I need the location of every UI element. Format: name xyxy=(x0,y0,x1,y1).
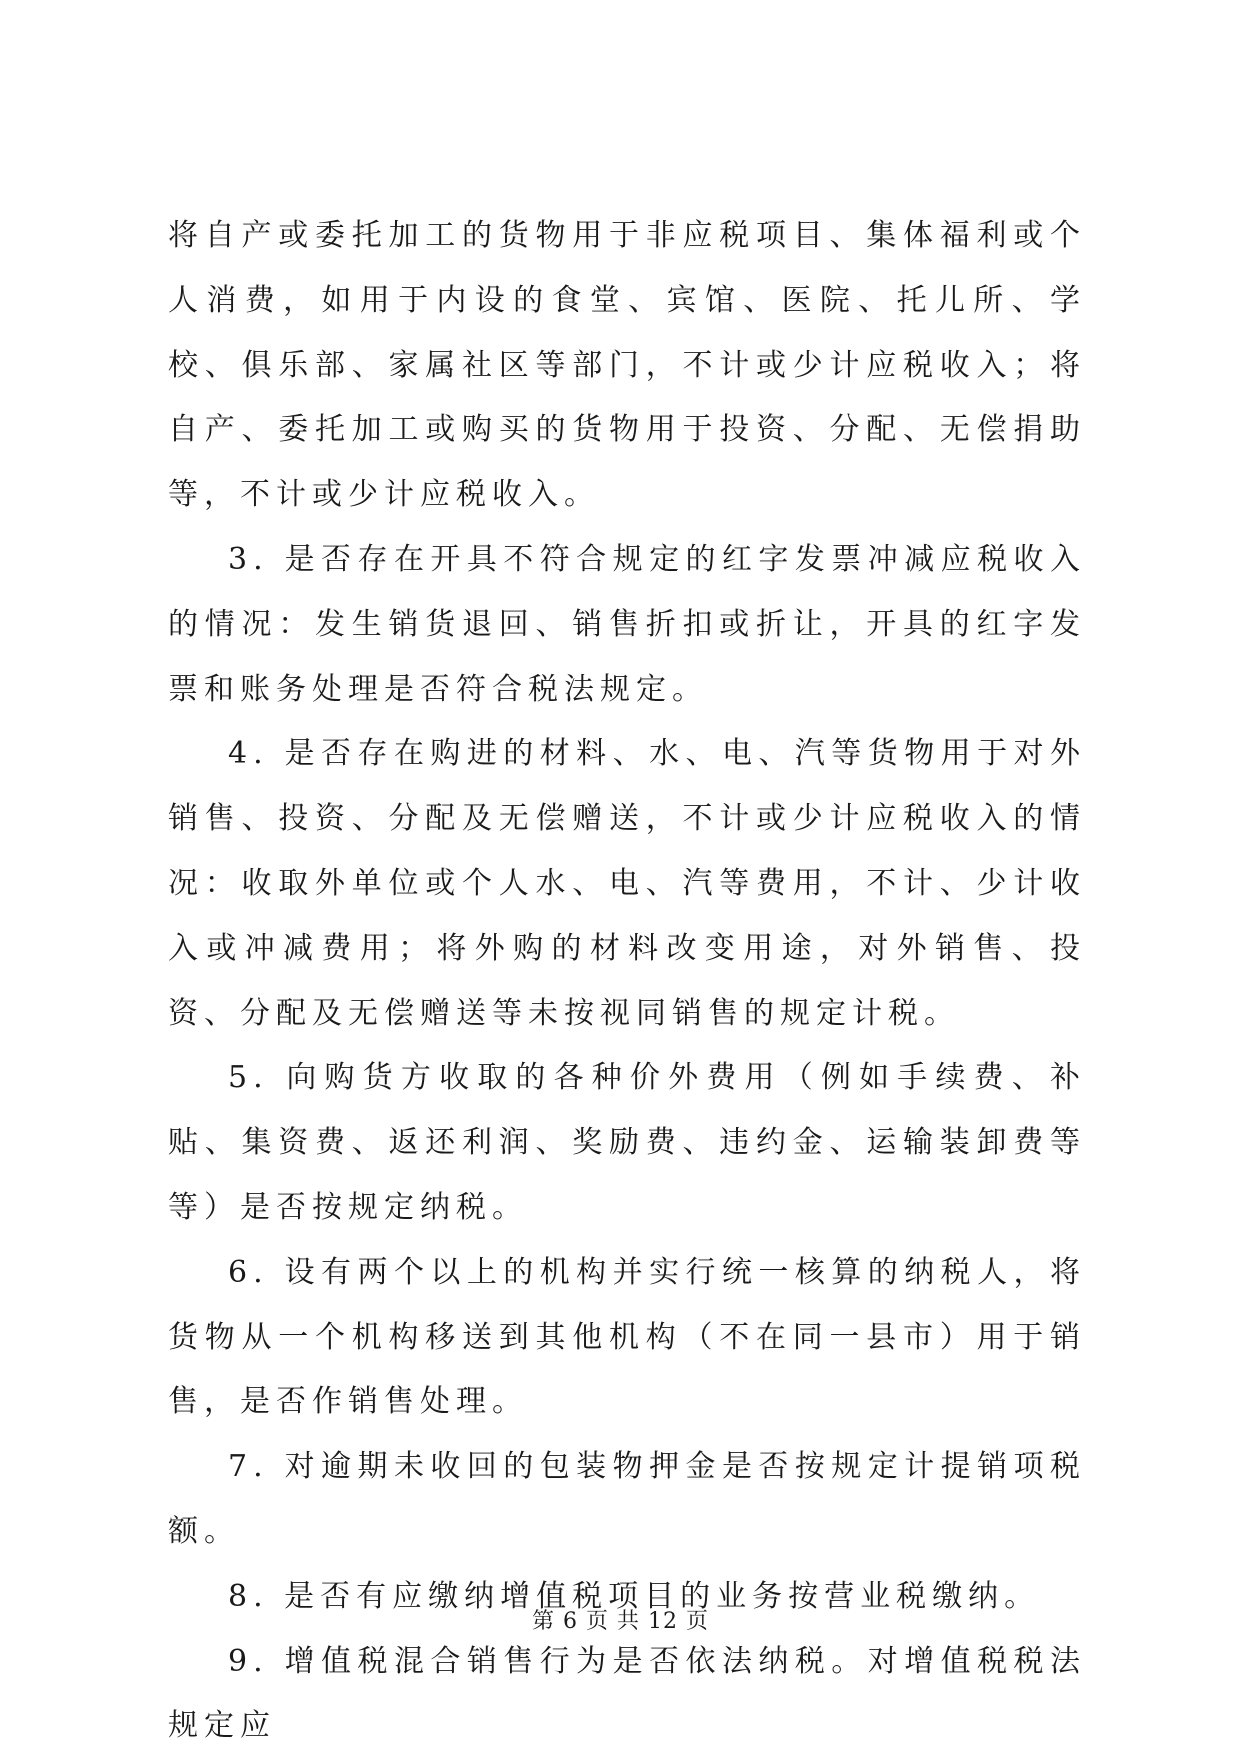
paragraph-item-8: 8. 是否有应缴纳增值税项目的业务按营业税缴纳。 xyxy=(228,1578,1041,1614)
paragraph-item-3: 3. 是否存在开具不符合规定的红字发票冲减应税收入的情况：发生销货退回、销售折扣或折让，开具的红字发票和账务处理是否符合税法规定。 xyxy=(168,541,1086,707)
paragraph-item-9: 9. 增值税混合销售行为是否依法纳税。对增值税税法规定应 xyxy=(168,1643,1086,1744)
paragraph-item-5: 5. 向购货方收取的各种价外费用（例如手续费、补贴、集资费、返还利润、奖励费、违约金、运输装卸费等等）是否按规定纳税。 xyxy=(168,1060,1086,1225)
page-number-footer: 第 6 页 共 12 页 xyxy=(532,1609,709,1634)
paragraph-item-7: 7. 对逾期未收回的包装物押金是否按规定计提销项税额。 xyxy=(168,1449,1086,1549)
paragraph-item-6: 6. 设有两个以上的机构并实行统一核算的纳税人，将货物从一个机构移送到其他机构（不在同一县市）用于销售，是否作销售处理。 xyxy=(168,1254,1086,1420)
paragraph-item-4: 4. 是否存在购进的材料、水、电、汽等货物用于对外销售、投资、分配及无偿赠送，不计或少计应税收入的情况：收取外单位或个人水、电、汽等费用，不计、少计收入或冲减费用；将外购的材料改变用途，对外销售、投资、分配及无偿赠送等未按视同销售的规定计税。 xyxy=(168,736,1086,1031)
document-body xyxy=(168,204,1086,1759)
paragraph-continuation: 将自产或委托加工的货物用于非应税项目、集体福利或个人消费，如用于内设的食堂、宾馆、医院、托儿所、学校、俱乐部、家属社区等部门，不计或少计应税收入；将自产、委托加工或购买的货物用于投资、分配、无偿捐助等，不计或少计应税收入。 xyxy=(168,218,1086,513)
